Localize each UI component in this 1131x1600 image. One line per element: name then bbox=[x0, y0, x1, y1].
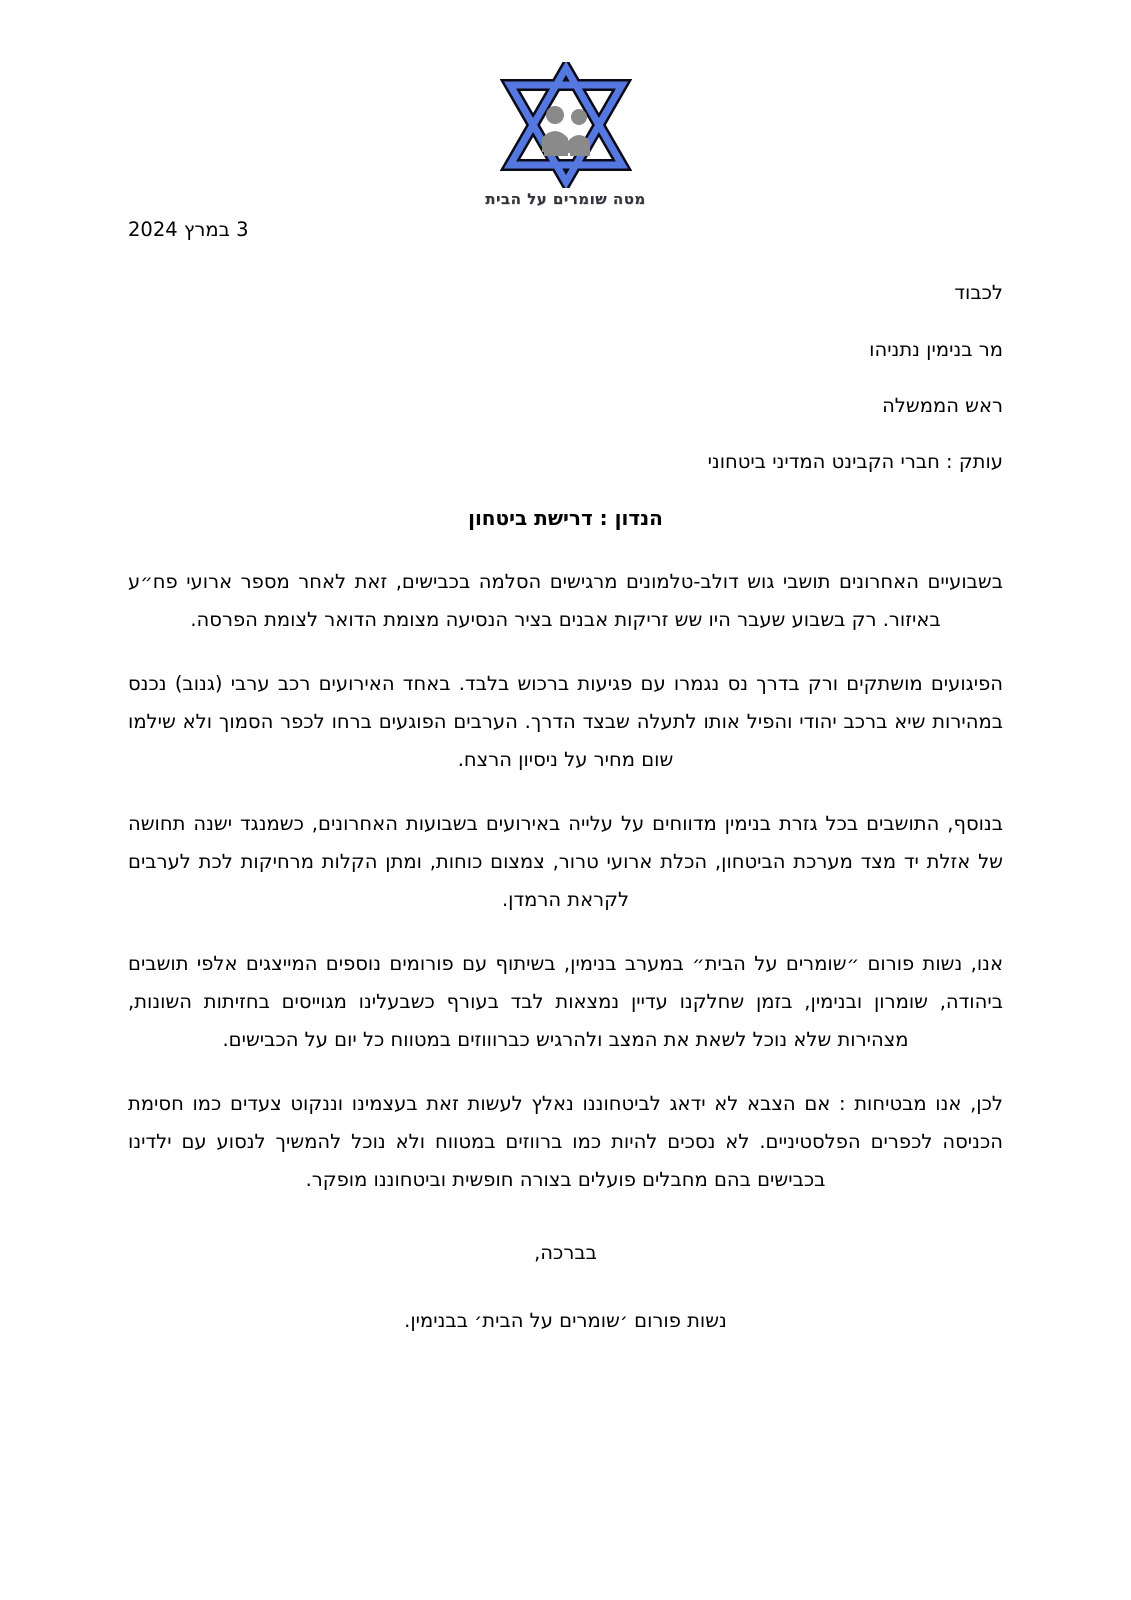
addressee-name: מר בנימין נתניהו bbox=[869, 337, 1003, 361]
letter-date: 3 במרץ 2024 bbox=[128, 218, 249, 241]
addressee-block bbox=[128, 278, 1003, 476]
body-paragraph-2: הפיגועים מושתקים ורק בדרך נס נגמרו עם פגיעות ברכוש בלבד. באחד האירועים רכב ערבי (גנוב) נכנס במהירות שיא ברכב יהודי והפיל אותו לתעלה שבצד הדרך. הערבים הפוגעים ברחו לכפר הסמוך ולא שילמו שום מחיר על ניסיון הרצח. bbox=[128, 672, 1003, 772]
body-paragraph-5: לכן, אנו מבטיחות : אם הצבא לא ידאג לביטחוננו נאלץ לעשות זאת בעצמינו וננקוט צעדים כמו חסימת הכניסה לכפרים הפלסטיניים. לא נסכים להיות כמו ברווזים במטווח ולא נוכל להמשיך לנסוע עם ילדינו בכבישים בהם מחבלים פועלים בצורה חופשית וביטחוננו מופקר. bbox=[128, 1092, 1003, 1192]
addressee-salutation: לכבוד bbox=[954, 281, 1003, 305]
star-of-david-icon bbox=[500, 62, 632, 188]
subject-line: הנדון : דרישת ביטחון bbox=[468, 506, 663, 531]
letterhead-caption: מטה שומרים על הבית bbox=[485, 190, 646, 208]
closing-line: בברכה, bbox=[534, 1241, 597, 1265]
people-glyph bbox=[542, 106, 590, 156]
body-paragraph-4: אנו, נשות פורום ״שומרים על הבית״ במערב בנימין, בשיתוף עם פורומים נוספים המייצגים אלפי תושבים ביהודה, שומרון ובנימין, בזמן שחלקנו עדיין נמצאות לבד בעורף כשבעלינו מגוייסים בחזיתות השונות, מצהירות שלא נוכל לשאת את המצב ולהרגיש כברוווזים במטווח כל יום על הכבישים. bbox=[128, 952, 1003, 1052]
addressee-cc: עותק : חברי הקבינט המדיני ביטחוני bbox=[707, 450, 1003, 473]
letter-body bbox=[128, 215, 1003, 1338]
addressee-title: ראש הממשלה bbox=[882, 393, 1003, 417]
body-paragraph-1: בשבועיים האחרונים תושבי גוש דולב-טלמונים מרגישים הסלמה בכבישים, זאת לאחר מספר ארועי פח״ע באיזור. רק בשבוע שעבר היו שש זריקות אבנים בציר הנסיעה מצומת הדואר לצומת הפרסה. bbox=[128, 570, 1003, 632]
body-paragraph-3: בנוסף, התושבים בכל גזרת בנימין מדווחים על עלייה באירועים בשבועות האחרונים, כשמנגד ישנה תחושה של אזלת יד מצד מערכת הביטחון, הכלת ארועי טרור, צמצום כוחות, ומתן הקלות מרחיקות לכת לערבים לקראת הרמדן. bbox=[128, 812, 1003, 912]
letterhead bbox=[0, 62, 1131, 208]
signature-line: נשות פורום ׳שומרים על הבית׳ בבנימין. bbox=[404, 1308, 727, 1332]
